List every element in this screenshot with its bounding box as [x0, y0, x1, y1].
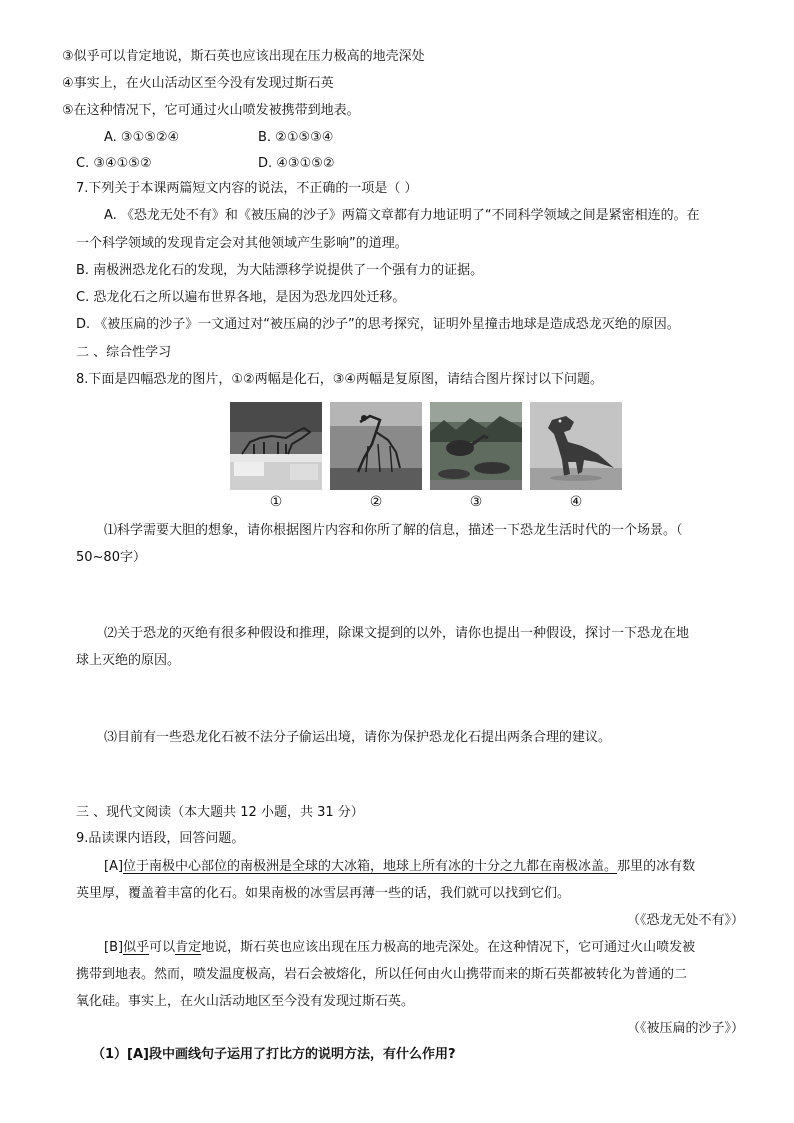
q7-stem: 7.下列关于本课两篇短文内容的说法，不正确的一项是（ ）	[76, 181, 418, 196]
q9-subquestion-1: （1）[A]段中画线句子运用了打比方的说明方法，有什么作用?	[92, 1047, 456, 1062]
q8-part1-line2: 50~80字）	[76, 550, 146, 565]
fossil-photo-2	[330, 402, 422, 490]
passage-b-line2: 携带到地表。然而，喷发温度极高，岩石会被熔化，所以任何由火山携带而来的斯石英都被转化为普通的二	[76, 967, 688, 982]
q7-option-a-line1: A. 《恐龙无处不有》和《被压扁的沙子》两篇文章都有力地证明了“不同科学领域之间是紧密相连的。在	[104, 208, 700, 223]
q9-stem: 9.品读课内语段，回答问题。	[76, 831, 245, 846]
q6-option-a: A. ③①⑤②④	[104, 130, 180, 145]
sentence-5: ⑤在这种情况下，它可通过火山喷发被携带到地表。	[62, 103, 360, 118]
underlined-word-1: 似乎	[123, 940, 150, 955]
passage-a-line2: 英里厚，覆盖着丰富的化石。如果南极的冰雪层再薄一些的话，我们就可以找到它们。	[76, 886, 571, 901]
dinosaur-image-row	[230, 402, 622, 490]
q7-option-d: D. 《被压扁的沙子》一文通过对“被压扁的沙子”的思考探究，证明外星撞击地球是造成恐龙灭绝的原因。	[76, 317, 680, 332]
caption-2: ②	[369, 494, 383, 510]
passage-b-label: [B]	[104, 940, 124, 955]
restoration-picture-3	[430, 402, 522, 490]
q7-option-a-line2: 一个科学领域的发现肯定会对其他领域产生影响”的道理。	[76, 236, 408, 251]
q8-part2-line1: ⑵关于恐龙的灭绝有很多种假设和推理，除课文提到的以外，请你也提出一种假设，探讨一下恐龙在地	[104, 626, 690, 641]
underlined-word-2: 肯定	[175, 940, 202, 955]
section-3-heading: 三 、现代文阅读（本大题共 12 小题，共 31 分）	[76, 805, 364, 820]
passage-b-source: （《被压扁的沙子》）	[626, 1021, 744, 1036]
q6-option-d: D. ④③①⑤②	[258, 156, 335, 171]
caption-4: ④	[569, 494, 583, 510]
passage-a-line1	[104, 858, 695, 876]
sentence-3: ③似乎可以肯定地说，斯石英也应该出现在压力极高的地壳深处	[62, 49, 425, 64]
fossil-photo-1	[230, 402, 322, 490]
passage-b-word: 可以	[149, 940, 176, 955]
q7-option-b: B. 南极洲恐龙化石的发现，为大陆漂移学说提供了一个强有力的证据。	[76, 263, 484, 278]
passage-b-line1-rest: 地说，斯石英也应该出现在压力极高的地壳深处。在这种情况下，它可通过火山喷发被	[201, 940, 696, 955]
passage-a-label: [A]	[104, 859, 124, 874]
underlined-sentence: 位于南极中心部位的南极洲是全球的大冰箱，地球上所有冰的十分之九都在南极冰盖。	[123, 859, 618, 874]
q8-stem: 8.下面是四幅恐龙的图片，①②两幅是化石，③④两幅是复原图，请结合图片探讨以下问题。	[76, 372, 604, 387]
passage-a-source: （《恐龙无处不有》）	[626, 913, 744, 928]
passage-a-line1-rest: 那里的冰有数	[617, 859, 696, 874]
q6-option-b: B. ②①⑤③④	[258, 130, 334, 145]
q7-option-c: C. 恐龙化石之所以遍布世界各地，是因为恐龙四处迁移。	[76, 290, 406, 305]
passage-b-line3: 氧化硅。事实上，在火山活动地区至今没有发现过斯石英。	[76, 994, 415, 1009]
q8-part3: ⑶目前有一些恐龙化石被不法分子偷运出境，请你为保护恐龙化石提出两条合理的建议。	[104, 730, 612, 745]
sentence-4: ④事实上，在火山活动区至今没有发现过斯石英	[62, 76, 334, 91]
q8-part2-line2: 球上灭绝的原因。	[76, 653, 181, 668]
caption-3: ③	[469, 494, 483, 510]
q6-option-c: C. ③④①⑤②	[76, 156, 152, 171]
section-2-heading: 二 、综合性学习	[76, 345, 172, 360]
q8-part1-line1: ⑴科学需要大胆的想象，请你根据图片内容和你所了解的信息，描述一下恐龙生活时代的一个场景。（	[104, 523, 683, 538]
caption-1: ①	[269, 494, 283, 510]
passage-b-line1	[104, 939, 695, 957]
restoration-picture-4	[530, 402, 622, 490]
